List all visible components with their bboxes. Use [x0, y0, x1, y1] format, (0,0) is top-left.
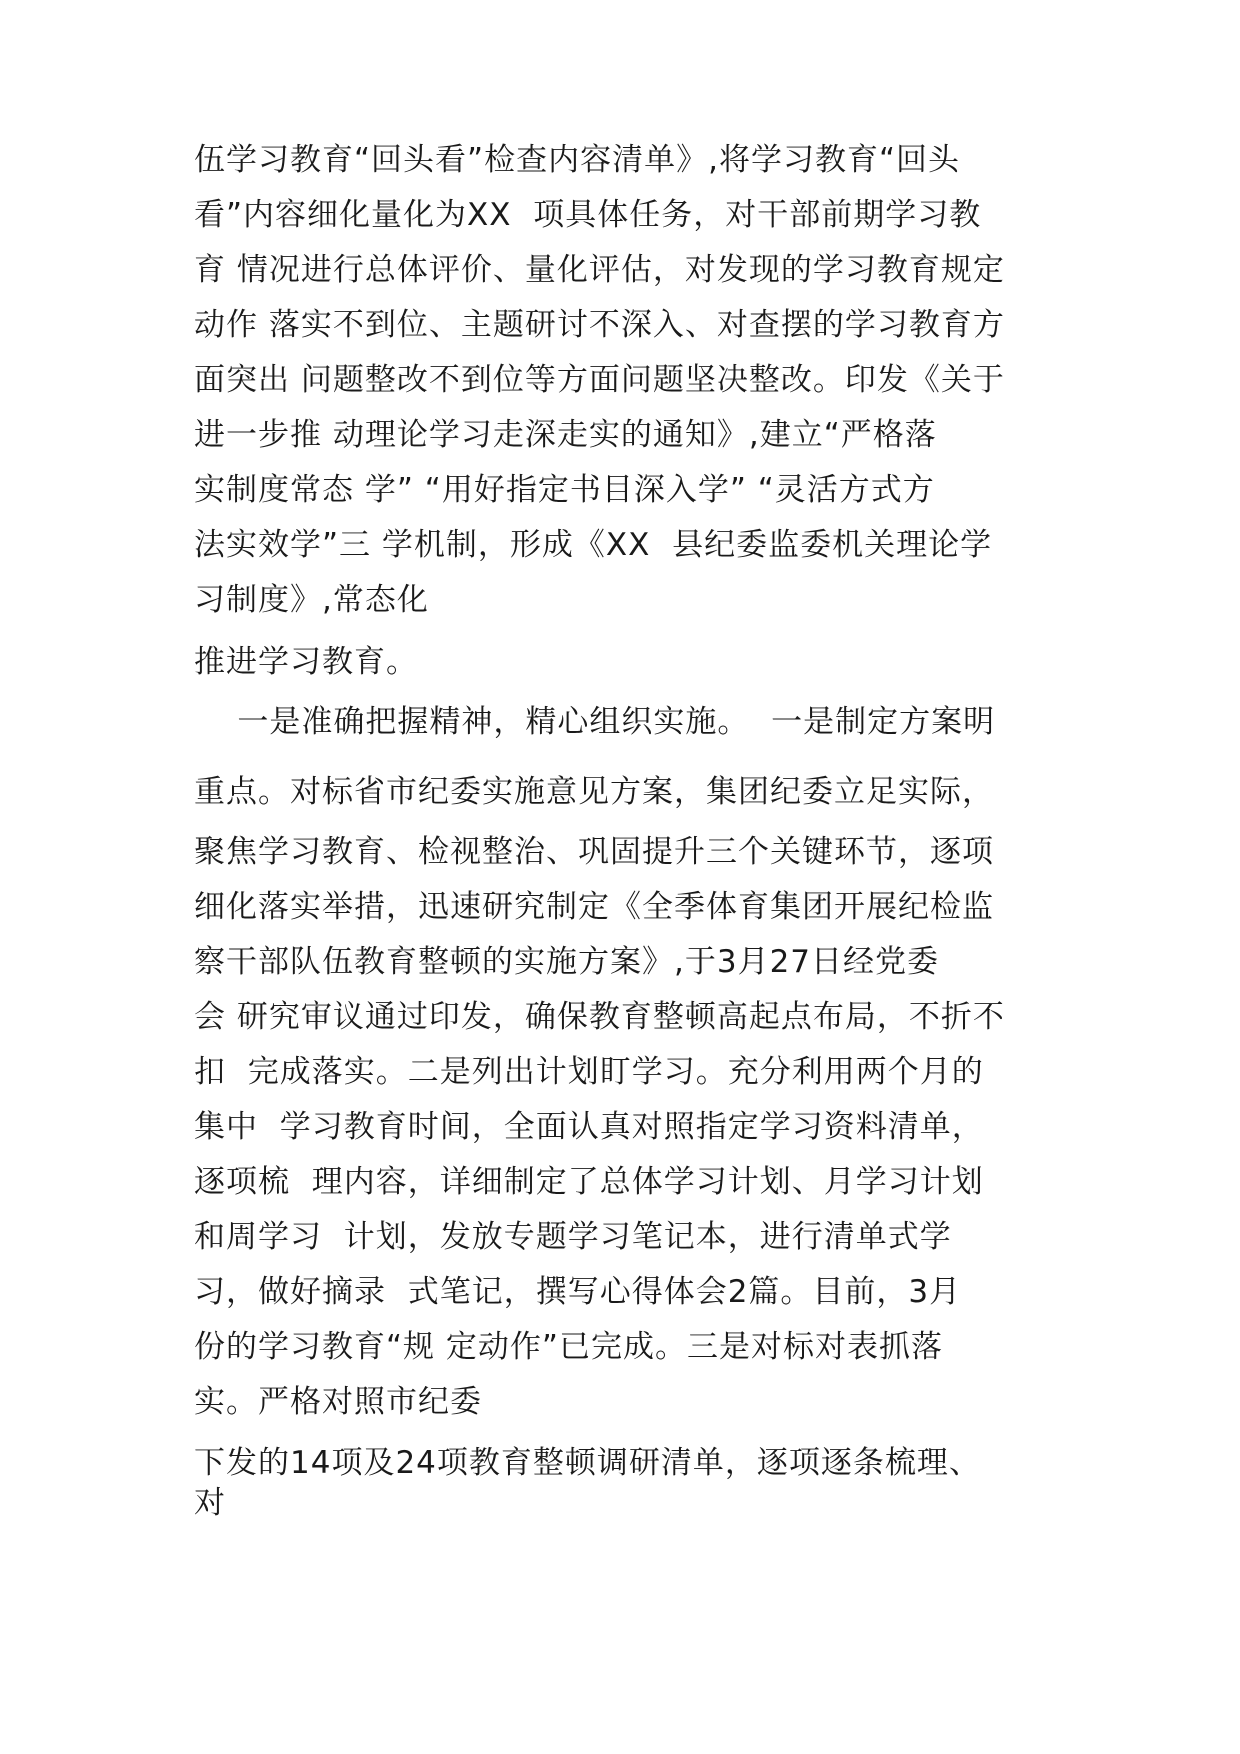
text-line: 面突出 问题整改不到位等方面问题坚决整改。印发《关于 [194, 362, 1005, 398]
text-line: 进一步推 动理论学习走深走实的通知》,建立“严格落 [194, 417, 937, 453]
text-line: 逐项梳 理内容，详细制定了总体学习计划、月学习计划 [194, 1164, 984, 1200]
text-line: 下发的14项及24项教育整顿调研清单，逐项逐条梳理、 [194, 1445, 981, 1481]
text-line: 聚焦学习教育、检视整治、巩固提升三个关键环节，逐项 [194, 834, 994, 870]
text-line: 扣 完成落实。二是列出计划盯学习。充分利用两个月的 [194, 1054, 984, 1090]
text-line: 习，做好摘录 式笔记，撰写心得体会2篇。目前，3月 [194, 1274, 962, 1310]
text-line: 对 [194, 1485, 226, 1521]
text-line: 动作 落实不到位、主题研讨不深入、对查摆的学习教育方 [194, 307, 1005, 343]
text-line: 习制度》,常态化 [194, 582, 429, 618]
text-line: 推进学习教育。 [194, 644, 418, 680]
text-line: 实。严格对照市纪委 [194, 1384, 482, 1420]
text-line: 和周学习 计划，发放专题学习笔记本，进行清单式学 [194, 1219, 952, 1255]
text-line: 重点。对标省市纪委实施意见方案，集团纪委立足实际， [194, 774, 994, 810]
text-line: 察干部队伍教育整顿的实施方案》,于3月27日经党委 [194, 944, 940, 980]
text-line: 看”内容细化量化为XX 项具体任务，对干部前期学习教 [194, 197, 982, 233]
text-line: 伍学习教育“回头看”检查内容清单》,将学习教育“回头 [194, 142, 961, 178]
text-line: 育 情况进行总体评价、量化评估，对发现的学习教育规定 [194, 252, 1005, 288]
text-line: 份的学习教育“规 定动作”已完成。三是对标对表抓落 [194, 1329, 943, 1365]
text-line: 集中 学习教育时间，全面认真对照指定学习资料清单， [194, 1109, 984, 1145]
text-line: 细化落实举措，迅速研究制定《全季体育集团开展纪检监 [194, 889, 994, 925]
text-line: 一是准确把握精神，精心组织实施。 一是制定方案明 [194, 704, 996, 740]
text-line: 实制度常态 学” “用好指定书目深入学” “灵活方式方 [194, 472, 935, 508]
text-line: 会 研究审议通过印发，确保教育整顿高起点布局，不折不 [194, 999, 1005, 1035]
text-line: 法实效学”三 学机制，形成《XX 县纪委监委机关理论学 [194, 527, 993, 563]
